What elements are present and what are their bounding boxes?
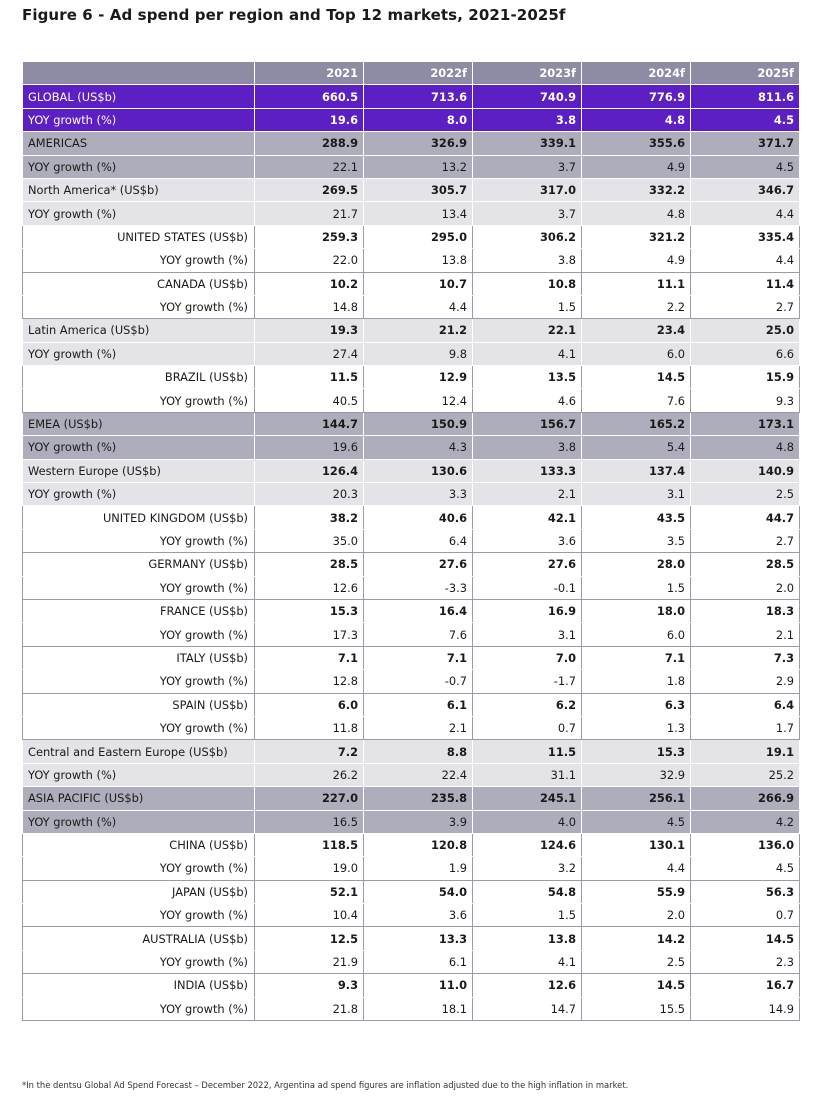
footnote: *In the dentsu Global Ad Spend Forecast – December 2022, Argentina ad spend figures are inflation adjusted due to the high inflation in market. — [22, 1080, 629, 1090]
value-cell: 11.1 — [582, 272, 691, 295]
value-cell: 11.5 — [255, 366, 364, 389]
value-cell: 13.8 — [473, 927, 582, 950]
table-row — [23, 436, 800, 459]
value-cell: 2.9 — [691, 670, 800, 693]
value-cell: 7.6 — [364, 623, 473, 646]
value-cell: -3.3 — [364, 576, 473, 599]
table-row — [23, 880, 800, 903]
table-row — [23, 366, 800, 389]
value-cell: 22.1 — [255, 155, 364, 178]
column-header: 2022f — [364, 62, 473, 85]
ad-spend-table — [22, 61, 800, 1021]
value-cell: 3.7 — [473, 202, 582, 225]
table-row — [23, 272, 800, 295]
value-cell: 12.8 — [255, 670, 364, 693]
row-label: YOY growth (%) — [23, 389, 255, 412]
value-cell: 25.2 — [691, 763, 800, 786]
column-header: 2024f — [582, 62, 691, 85]
value-cell: 136.0 — [691, 833, 800, 856]
row-label: YOY growth (%) — [23, 716, 255, 739]
value-cell: 2.1 — [473, 483, 582, 506]
table-row — [23, 716, 800, 739]
value-cell: 16.7 — [691, 974, 800, 997]
value-cell: 42.1 — [473, 506, 582, 529]
row-label: ASIA PACIFIC (US$b) — [23, 787, 255, 810]
value-cell: 3.1 — [473, 623, 582, 646]
value-cell: 140.9 — [691, 459, 800, 482]
value-cell: 32.9 — [582, 763, 691, 786]
value-cell: 1.9 — [364, 857, 473, 880]
table-row — [23, 787, 800, 810]
row-label: YOY growth (%) — [23, 670, 255, 693]
value-cell: 22.1 — [473, 319, 582, 342]
value-cell: 9.3 — [691, 389, 800, 412]
value-cell: 4.5 — [582, 810, 691, 833]
value-cell: 3.6 — [473, 529, 582, 552]
row-label: EMEA (US$b) — [23, 412, 255, 435]
table-row — [23, 599, 800, 622]
value-cell: 235.8 — [364, 787, 473, 810]
value-cell: 1.7 — [691, 716, 800, 739]
value-cell: 13.3 — [364, 927, 473, 950]
table-row — [23, 646, 800, 669]
value-cell: -0.7 — [364, 670, 473, 693]
row-label: YOY growth (%) — [23, 997, 255, 1020]
value-cell: 288.9 — [255, 132, 364, 155]
value-cell: 2.0 — [582, 904, 691, 927]
value-cell: 6.2 — [473, 693, 582, 716]
value-cell: 3.2 — [473, 857, 582, 880]
value-cell: 7.2 — [255, 740, 364, 763]
row-label: YOY growth (%) — [23, 436, 255, 459]
value-cell: 3.5 — [582, 529, 691, 552]
value-cell: 6.1 — [364, 950, 473, 973]
row-label: CHINA (US$b) — [23, 833, 255, 856]
value-cell: 55.9 — [582, 880, 691, 903]
value-cell: 130.1 — [582, 833, 691, 856]
value-cell: 12.6 — [255, 576, 364, 599]
value-cell: 6.0 — [582, 623, 691, 646]
value-cell: 776.9 — [582, 85, 691, 108]
value-cell: 2.0 — [691, 576, 800, 599]
value-cell: 11.8 — [255, 716, 364, 739]
row-label: FRANCE (US$b) — [23, 599, 255, 622]
row-label: YOY growth (%) — [23, 249, 255, 272]
value-cell: 295.0 — [364, 225, 473, 248]
table-row — [23, 857, 800, 880]
table-row — [23, 553, 800, 576]
value-cell: 7.1 — [364, 646, 473, 669]
value-cell: 4.4 — [364, 295, 473, 318]
value-cell: 14.2 — [582, 927, 691, 950]
value-cell: 245.1 — [473, 787, 582, 810]
row-label: YOY growth (%) — [23, 904, 255, 927]
value-cell: 28.5 — [691, 553, 800, 576]
value-cell: 4.5 — [691, 857, 800, 880]
value-cell: 332.2 — [582, 178, 691, 201]
value-cell: 27.6 — [473, 553, 582, 576]
row-label: YOY growth (%) — [23, 857, 255, 880]
row-label: GERMANY (US$b) — [23, 553, 255, 576]
value-cell: 14.5 — [582, 366, 691, 389]
row-label: GLOBAL (US$b) — [23, 85, 255, 108]
value-cell: 2.1 — [364, 716, 473, 739]
value-cell: 269.5 — [255, 178, 364, 201]
value-cell: 4.2 — [691, 810, 800, 833]
value-cell: 150.9 — [364, 412, 473, 435]
table-row — [23, 295, 800, 318]
value-cell: 3.3 — [364, 483, 473, 506]
value-cell: 18.1 — [364, 997, 473, 1020]
row-label: BRAZIL (US$b) — [23, 366, 255, 389]
table-row — [23, 670, 800, 693]
value-cell: 305.7 — [364, 178, 473, 201]
table-row — [23, 249, 800, 272]
value-cell: 13.4 — [364, 202, 473, 225]
value-cell: 811.6 — [691, 85, 800, 108]
value-cell: 3.8 — [473, 108, 582, 131]
value-cell: 4.9 — [582, 155, 691, 178]
row-label: YOY growth (%) — [23, 483, 255, 506]
value-cell: 126.4 — [255, 459, 364, 482]
value-cell: 0.7 — [691, 904, 800, 927]
value-cell: 118.5 — [255, 833, 364, 856]
table-row — [23, 740, 800, 763]
value-cell: 28.0 — [582, 553, 691, 576]
table-row — [23, 178, 800, 201]
value-cell: 12.5 — [255, 927, 364, 950]
row-label: YOY growth (%) — [23, 202, 255, 225]
column-header: 2021 — [255, 62, 364, 85]
value-cell: 16.5 — [255, 810, 364, 833]
value-cell: 14.8 — [255, 295, 364, 318]
table-row — [23, 225, 800, 248]
table-row — [23, 85, 800, 108]
row-label: YOY growth (%) — [23, 810, 255, 833]
table-row — [23, 506, 800, 529]
value-cell: 11.0 — [364, 974, 473, 997]
value-cell: 27.6 — [364, 553, 473, 576]
value-cell: 38.2 — [255, 506, 364, 529]
row-label: Western Europe (US$b) — [23, 459, 255, 482]
value-cell: 15.3 — [582, 740, 691, 763]
value-cell: 120.8 — [364, 833, 473, 856]
row-label: YOY growth (%) — [23, 155, 255, 178]
value-cell: 26.2 — [255, 763, 364, 786]
value-cell: 660.5 — [255, 85, 364, 108]
value-cell: 18.0 — [582, 599, 691, 622]
value-cell: 18.3 — [691, 599, 800, 622]
value-cell: 2.2 — [582, 295, 691, 318]
value-cell: 335.4 — [691, 225, 800, 248]
value-cell: 23.4 — [582, 319, 691, 342]
value-cell: 31.1 — [473, 763, 582, 786]
column-header — [23, 62, 255, 85]
value-cell: 21.8 — [255, 997, 364, 1020]
value-cell: 19.6 — [255, 436, 364, 459]
value-cell: 16.9 — [473, 599, 582, 622]
row-label: AMERICAS — [23, 132, 255, 155]
table-row — [23, 763, 800, 786]
value-cell: 4.4 — [691, 249, 800, 272]
value-cell: 56.3 — [691, 880, 800, 903]
value-cell: 3.7 — [473, 155, 582, 178]
row-label: UNITED STATES (US$b) — [23, 225, 255, 248]
value-cell: 256.1 — [582, 787, 691, 810]
value-cell: 9.3 — [255, 974, 364, 997]
table-row — [23, 319, 800, 342]
table-row — [23, 342, 800, 365]
value-cell: 4.8 — [582, 108, 691, 131]
value-cell: 40.5 — [255, 389, 364, 412]
row-label: Central and Eastern Europe (US$b) — [23, 740, 255, 763]
value-cell: 19.3 — [255, 319, 364, 342]
value-cell: 7.1 — [255, 646, 364, 669]
value-cell: 15.5 — [582, 997, 691, 1020]
table-row — [23, 576, 800, 599]
value-cell: 11.5 — [473, 740, 582, 763]
value-cell: 4.4 — [691, 202, 800, 225]
table-body — [23, 85, 800, 1021]
value-cell: 355.6 — [582, 132, 691, 155]
value-cell: 1.5 — [582, 576, 691, 599]
value-cell: -1.7 — [473, 670, 582, 693]
value-cell: 133.3 — [473, 459, 582, 482]
column-header: 2025f — [691, 62, 800, 85]
value-cell: 144.7 — [255, 412, 364, 435]
value-cell: 27.4 — [255, 342, 364, 365]
row-label: Latin America (US$b) — [23, 319, 255, 342]
value-cell: 15.3 — [255, 599, 364, 622]
table-row — [23, 810, 800, 833]
value-cell: 40.6 — [364, 506, 473, 529]
row-label: YOY growth (%) — [23, 108, 255, 131]
value-cell: 1.5 — [473, 295, 582, 318]
value-cell: 259.3 — [255, 225, 364, 248]
value-cell: 9.8 — [364, 342, 473, 365]
value-cell: 25.0 — [691, 319, 800, 342]
row-label: CANADA (US$b) — [23, 272, 255, 295]
value-cell: 10.7 — [364, 272, 473, 295]
value-cell: 54.8 — [473, 880, 582, 903]
row-label: YOY growth (%) — [23, 623, 255, 646]
value-cell: 2.7 — [691, 295, 800, 318]
value-cell: 227.0 — [255, 787, 364, 810]
value-cell: 4.0 — [473, 810, 582, 833]
value-cell: 12.4 — [364, 389, 473, 412]
value-cell: 339.1 — [473, 132, 582, 155]
value-cell: 2.1 — [691, 623, 800, 646]
table-row — [23, 108, 800, 131]
value-cell: 130.6 — [364, 459, 473, 482]
value-cell: 35.0 — [255, 529, 364, 552]
value-cell: 346.7 — [691, 178, 800, 201]
table-header-row — [23, 62, 800, 85]
value-cell: 156.7 — [473, 412, 582, 435]
value-cell: 14.7 — [473, 997, 582, 1020]
value-cell: 6.1 — [364, 693, 473, 716]
column-header: 2023f — [473, 62, 582, 85]
value-cell: 13.2 — [364, 155, 473, 178]
value-cell: 15.9 — [691, 366, 800, 389]
value-cell: 8.8 — [364, 740, 473, 763]
value-cell: 19.0 — [255, 857, 364, 880]
value-cell: 124.6 — [473, 833, 582, 856]
value-cell: 306.2 — [473, 225, 582, 248]
row-label: YOY growth (%) — [23, 763, 255, 786]
value-cell: 22.0 — [255, 249, 364, 272]
value-cell: 4.3 — [364, 436, 473, 459]
value-cell: 13.8 — [364, 249, 473, 272]
value-cell: 3.6 — [364, 904, 473, 927]
value-cell: 14.5 — [582, 974, 691, 997]
value-cell: 6.4 — [691, 693, 800, 716]
row-label: YOY growth (%) — [23, 529, 255, 552]
value-cell: 6.3 — [582, 693, 691, 716]
value-cell: 4.1 — [473, 950, 582, 973]
value-cell: 4.5 — [691, 155, 800, 178]
value-cell: 4.9 — [582, 249, 691, 272]
value-cell: 43.5 — [582, 506, 691, 529]
value-cell: 7.6 — [582, 389, 691, 412]
value-cell: 317.0 — [473, 178, 582, 201]
value-cell: 12.6 — [473, 974, 582, 997]
value-cell: 3.1 — [582, 483, 691, 506]
row-label: INDIA (US$b) — [23, 974, 255, 997]
value-cell: 11.4 — [691, 272, 800, 295]
table-row — [23, 412, 800, 435]
table-row — [23, 927, 800, 950]
table-row — [23, 693, 800, 716]
value-cell: 5.4 — [582, 436, 691, 459]
row-label: JAPAN (US$b) — [23, 880, 255, 903]
value-cell: 7.1 — [582, 646, 691, 669]
value-cell: 16.4 — [364, 599, 473, 622]
row-label: ITALY (US$b) — [23, 646, 255, 669]
value-cell: 3.9 — [364, 810, 473, 833]
value-cell: 28.5 — [255, 553, 364, 576]
table-row — [23, 459, 800, 482]
value-cell: 321.2 — [582, 225, 691, 248]
table-row — [23, 529, 800, 552]
row-label: North America* (US$b) — [23, 178, 255, 201]
figure-title: Figure 6 - Ad spend per region and Top 12 markets, 2021-2025f — [22, 6, 566, 24]
value-cell: 19.6 — [255, 108, 364, 131]
row-label: AUSTRALIA (US$b) — [23, 927, 255, 950]
table-row — [23, 389, 800, 412]
value-cell: 3.8 — [473, 249, 582, 272]
value-cell: 326.9 — [364, 132, 473, 155]
value-cell: 6.0 — [255, 693, 364, 716]
row-label: YOY growth (%) — [23, 950, 255, 973]
value-cell: 4.1 — [473, 342, 582, 365]
row-label: UNITED KINGDOM (US$b) — [23, 506, 255, 529]
value-cell: 173.1 — [691, 412, 800, 435]
table-row — [23, 483, 800, 506]
value-cell: 22.4 — [364, 763, 473, 786]
value-cell: 7.3 — [691, 646, 800, 669]
value-cell: 0.7 — [473, 716, 582, 739]
value-cell: -0.1 — [473, 576, 582, 599]
value-cell: 6.4 — [364, 529, 473, 552]
value-cell: 4.5 — [691, 108, 800, 131]
value-cell: 13.5 — [473, 366, 582, 389]
value-cell: 371.7 — [691, 132, 800, 155]
table-row — [23, 997, 800, 1020]
value-cell: 266.9 — [691, 787, 800, 810]
value-cell: 10.2 — [255, 272, 364, 295]
value-cell: 713.6 — [364, 85, 473, 108]
value-cell: 21.9 — [255, 950, 364, 973]
value-cell: 2.5 — [691, 483, 800, 506]
value-cell: 1.8 — [582, 670, 691, 693]
value-cell: 6.0 — [582, 342, 691, 365]
table-row — [23, 623, 800, 646]
row-label: YOY growth (%) — [23, 295, 255, 318]
table-row — [23, 974, 800, 997]
table-row — [23, 202, 800, 225]
table-row — [23, 155, 800, 178]
table-row — [23, 833, 800, 856]
value-cell: 8.0 — [364, 108, 473, 131]
value-cell: 4.8 — [691, 436, 800, 459]
table-row — [23, 904, 800, 927]
value-cell: 21.7 — [255, 202, 364, 225]
value-cell: 165.2 — [582, 412, 691, 435]
value-cell: 7.0 — [473, 646, 582, 669]
value-cell: 14.9 — [691, 997, 800, 1020]
row-label: YOY growth (%) — [23, 342, 255, 365]
value-cell: 14.5 — [691, 927, 800, 950]
value-cell: 4.6 — [473, 389, 582, 412]
value-cell: 21.2 — [364, 319, 473, 342]
value-cell: 137.4 — [582, 459, 691, 482]
value-cell: 2.3 — [691, 950, 800, 973]
value-cell: 2.7 — [691, 529, 800, 552]
value-cell: 44.7 — [691, 506, 800, 529]
table-row — [23, 132, 800, 155]
value-cell: 740.9 — [473, 85, 582, 108]
value-cell: 10.4 — [255, 904, 364, 927]
row-label: YOY growth (%) — [23, 576, 255, 599]
value-cell: 4.8 — [582, 202, 691, 225]
value-cell: 20.3 — [255, 483, 364, 506]
value-cell: 12.9 — [364, 366, 473, 389]
value-cell: 17.3 — [255, 623, 364, 646]
value-cell: 1.5 — [473, 904, 582, 927]
value-cell: 1.3 — [582, 716, 691, 739]
value-cell: 2.5 — [582, 950, 691, 973]
value-cell: 3.8 — [473, 436, 582, 459]
row-label: SPAIN (US$b) — [23, 693, 255, 716]
value-cell: 4.4 — [582, 857, 691, 880]
value-cell: 54.0 — [364, 880, 473, 903]
value-cell: 6.6 — [691, 342, 800, 365]
value-cell: 10.8 — [473, 272, 582, 295]
value-cell: 52.1 — [255, 880, 364, 903]
table-row — [23, 950, 800, 973]
value-cell: 19.1 — [691, 740, 800, 763]
